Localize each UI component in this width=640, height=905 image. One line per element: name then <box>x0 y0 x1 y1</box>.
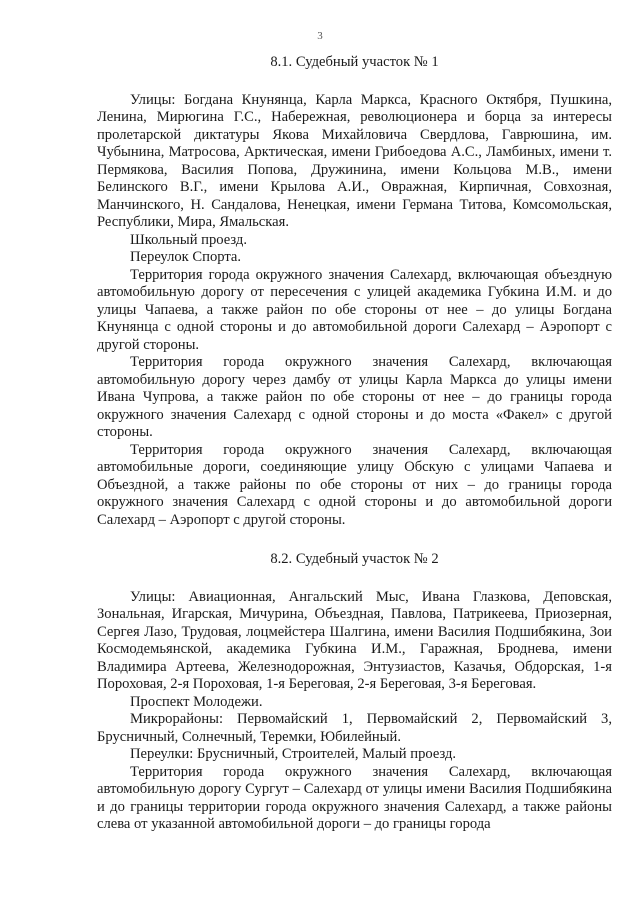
paragraph: Улицы: Авиационная, Ангальский Мыс, Ивана Глазкова, Деповская, Зональная, Игарская, Мичурина, Объездная, Павлова, Патрикеева, Приозерная, Сергея Лазо, Трудовая, лоцмейстера Шалгина, имени Василия Подшибякина, Зои Космодемьянской, академика Губкина И.М., Гаражная, Броднева, имени Владимира Артеева, Железнодорожная, Энтузиастов, Казачья, Обдорская, 1-я Пороховая, 2-я Пороховая, 1-я Береговая, 2-я Береговая, 3-я Береговая. <box>97 588 612 692</box>
document-body <box>97 54 612 834</box>
paragraph: Территория города окружного значения Салехард, включающая автомобильную дорогу Сургут – Салехард от улицы имени Василия Подшибякина и до границы территории города окружного значения Салехард, а также районы слева от указанной автомобильной дороги – до границы города <box>97 763 612 832</box>
paragraph: Территория города окружного значения Салехард, включающая автомобильную дорогу через дамбу от улицы Карла Маркса до улицы имени Ивана Чупрова, а также район по обе стороны от нее – до границы города окружного значения Салехард с одной стороны и до моста «Факел» с другой стороны. <box>97 354 612 440</box>
paragraph: Территория города окружного значения Салехард, включающая объездную автомобильную дорогу от пересечения с улицей академика Губкина И.М. и до улицы Чапаева, а также район по обе стороны от нее – до улицы Богдана Кнунянца с одной стороны и до автомобильной дороги Салехард – Аэропорт с другой стороны. <box>97 266 612 353</box>
section-heading-1: 8.1. Судебный участок № 1 <box>270 54 439 70</box>
section-heading-2: 8.2. Судебный участок № 2 <box>270 551 439 567</box>
paragraph: Школьный проезд. <box>130 231 247 248</box>
paragraph: Проспект Молодежи. <box>130 693 263 710</box>
paragraph: Микрорайоны: Первомайский 1, Первомайский 2, Первомайский 3, Брусничный, Солнечный, Теремки, Юбилейный. <box>97 711 612 745</box>
paragraph: Переулки: Брусничный, Строителей, Малый проезд. <box>130 746 457 762</box>
paragraph: Переулок Спорта. <box>130 249 242 265</box>
paragraph: Территория города окружного значения Салехард, включающая автомобильные дороги, соединяющие улицу Обскую с улицами Чапаева и Объездной, а также районы по обе стороны от них – до границы города окружного значения Салехард с одной стороны и до автомобильной дороги Салехард – Аэропорт с другой стороны. <box>97 441 612 528</box>
page-number: 3 <box>317 30 323 42</box>
paragraph: Улицы: Богдана Кнунянца, Карла Маркса, Красного Октября, Пушкина, Ленина, Мирюгина Г.С., Набережная, революционера и борца за интересы пролетарской диктатуры Якова Михайловича Свердлова, Гаврюшина, им. Чубынина, Матросова, Арктическая, имени Грибоедова А.С., Ламбиных, имени т. Пермякова, Василия Попова, Дружинина, имени Кольцова М.В., имени Белинского В.Г., имени Крылова А.И., Овражная, Кирпичная, Совхозная, Манчинского, Н. Сандалова, Ненецкая, имени Германа Титова, Комсомольская, Республики, Мира, Ямальская. <box>97 91 612 230</box>
